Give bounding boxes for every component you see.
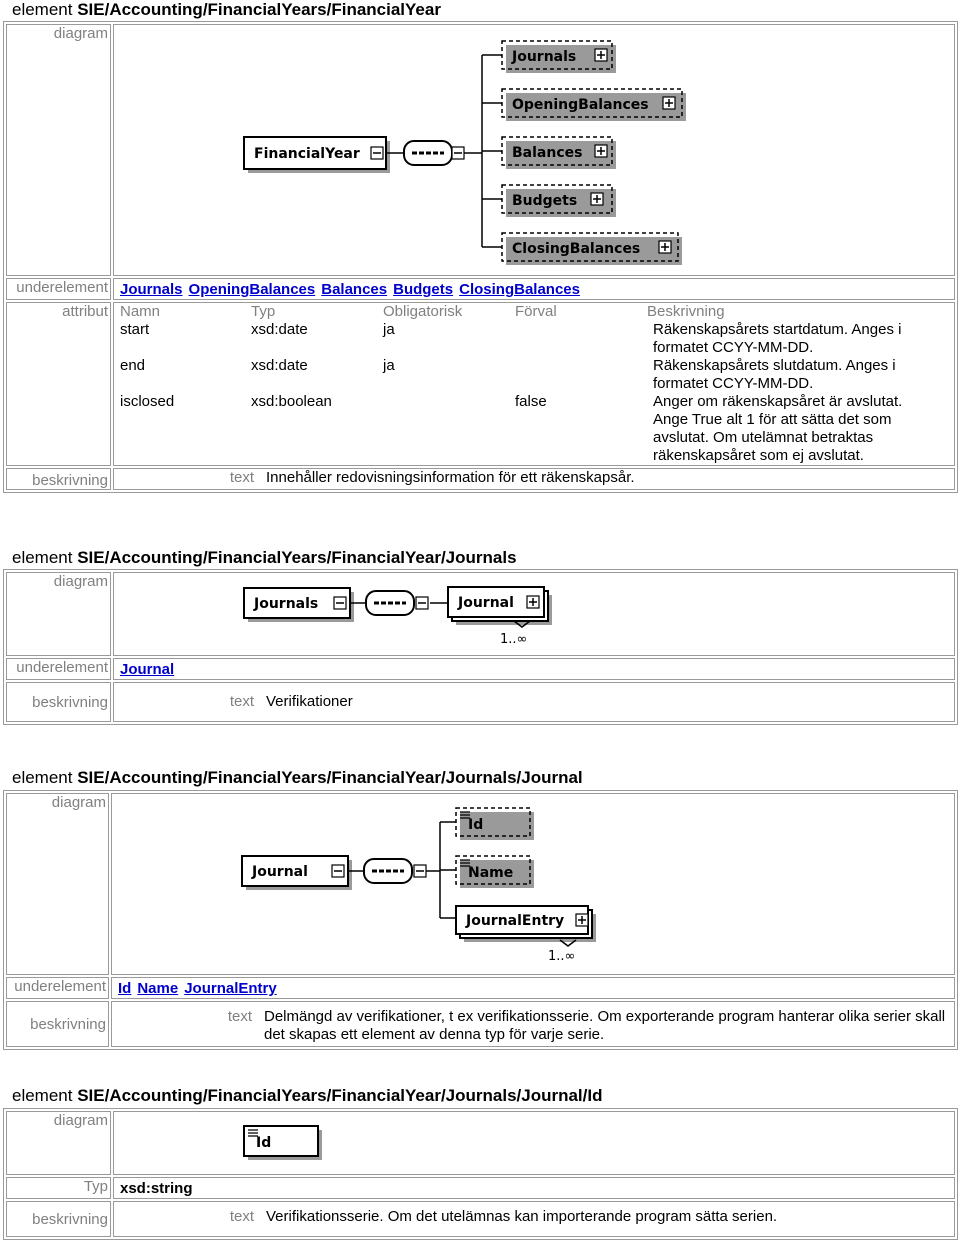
description-label: beskrivning [6,468,111,490]
text-label: text [229,1208,254,1225]
svg-text:Budgets: Budgets [512,193,578,209]
attr-name: end [120,357,146,374]
subelement-label: underelement [6,977,109,999]
link-journals[interactable]: Journals [120,281,183,298]
svg-text:ClosingBalances: ClosingBalances [512,241,641,257]
description-text: Innehåller redovisningsinformation för ett räkenskapsår. [266,469,635,486]
text-label: text [229,469,254,486]
attr-name: start [120,321,150,338]
attribute-cell [113,302,955,466]
text-label: text [229,693,254,710]
col-header-default: Förval [515,303,557,320]
attr-default: false [515,393,547,410]
attr-name: isclosed [120,393,175,410]
child-name[interactable] [440,856,534,888]
subelement-list [113,278,955,300]
child-id[interactable] [440,808,534,840]
title-prefix: element [12,548,78,567]
text-label: text [227,1008,252,1025]
link-budgets[interactable]: Budgets [393,281,454,298]
title-path: SIE/Accounting/FinancialYears/FinancialYear/Journals/Journal/Id [77,1086,603,1105]
description-text: Verifikationer [266,693,353,710]
type-label: Typ [6,1177,111,1199]
node-root-label: Id [256,1135,272,1151]
element-table-financialyear [3,21,958,493]
svg-text:Name: Name [468,865,514,881]
svg-text:JournalEntry: JournalEntry [466,913,565,929]
multiplicity-label: 1..∞ [548,949,576,964]
svg-text:Journals: Journals [512,49,577,65]
node-root[interactable] [244,1126,322,1160]
svg-text:Balances: Balances [512,145,583,161]
node-root-label: FinancialYear [254,146,360,162]
attr-row [114,321,912,357]
svg-text:Journal: Journal [458,595,514,611]
attr-type: xsd:date [251,357,308,374]
description-row [114,469,954,486]
attr-default [509,321,641,357]
attr-type: xsd:boolean [251,393,332,410]
link-id[interactable]: Id [118,980,132,997]
link-journal[interactable]: Journal [120,661,175,678]
diagram-label: diagram [6,24,111,276]
child-journals[interactable] [482,41,616,73]
diagram-label: diagram [6,572,111,656]
attribute-table [114,303,912,465]
description-label: beskrivning [6,1201,111,1237]
description-row [112,1008,954,1044]
svg-text:Id: Id [468,817,484,833]
attr-row [114,357,912,393]
multiplicity-label: 1..∞ [500,632,528,647]
schema-diagram [112,794,952,970]
section-title [12,1086,602,1106]
diagram-cell [113,24,955,276]
col-header-description: Beskrivning [647,303,725,320]
title-path: SIE/Accounting/FinancialYears/FinancialYear/Journals/Journal [77,768,583,787]
attr-description: Räkenskapsårets startdatum. Anges i formatet CCYY-MM-DD. [653,321,902,356]
child-journal[interactable] [448,587,552,625]
attr-type: xsd:date [251,321,308,338]
element-table-id [3,1108,958,1240]
attr-row [114,393,912,465]
description-row [114,1208,954,1225]
link-name[interactable]: Name [137,980,179,997]
diagram-label: diagram [6,1111,111,1175]
description-text: Verifikationsserie. Om det utelämnas kan importerande program sätta serien. [266,1208,778,1225]
section-title [12,0,441,20]
link-journalentry[interactable]: JournalEntry [184,980,277,997]
schema-diagram [114,25,954,271]
attribute-label: attribut [6,302,111,466]
element-table-journal [3,790,958,1050]
attr-required: ja [383,321,395,338]
type-value: xsd:string [113,1177,955,1199]
subelement-label: underelement [6,658,111,680]
attr-description: Anger om räkenskapsåret är avslutat. Ange True alt 1 för att sätta det som avslutat. Om utelämnat betraktas räkenskapsåret som ej avslutat. [653,393,903,464]
title-path: SIE/Accounting/FinancialYears/FinancialYear/Journals [77,548,517,567]
child-openingbalances[interactable] [482,89,686,121]
svg-text:OpeningBalances: OpeningBalances [512,97,649,113]
link-openingbalances[interactable]: OpeningBalances [188,281,316,298]
link-balances[interactable]: Balances [321,281,388,298]
section-title [12,768,583,788]
title-prefix: element [12,768,78,787]
node-root-label: Journal [252,864,308,880]
section-title [12,548,517,568]
subelement-label: underelement [6,278,111,300]
attr-required: ja [383,357,395,374]
child-closingbalances[interactable] [482,233,682,265]
link-closingbalances[interactable]: ClosingBalances [459,281,580,298]
attr-description: Räkenskapsårets slutdatum. Anges i formatet CCYY-MM-DD. [653,357,896,392]
attr-required [377,393,509,465]
title-path: SIE/Accounting/FinancialYears/FinancialYear [77,0,441,19]
description-label: beskrivning [6,1001,109,1047]
col-header-type: Typ [251,303,276,320]
schema-diagram [114,1112,954,1170]
col-header-name: Namn [120,303,161,320]
schema-diagram [114,573,954,651]
description-row [114,693,954,710]
child-journalentry[interactable] [440,906,596,942]
diagram-label: diagram [6,793,109,975]
description-label: beskrivning [6,682,111,722]
col-header-required: Obligatorisk [383,303,463,320]
title-prefix: element [12,0,78,19]
child-balances[interactable] [482,137,616,169]
child-budgets[interactable] [482,185,616,217]
title-prefix: element [12,1086,78,1105]
attr-default [509,357,641,393]
element-table-journals [3,569,958,725]
node-root-label: Journals [254,596,319,612]
description-text: Delmängd av verifikationer, t ex verifikationsserie. Om exporterande program hanterar olika serier skall det skapas ett element av denna typ för varje serie. [264,1008,946,1043]
